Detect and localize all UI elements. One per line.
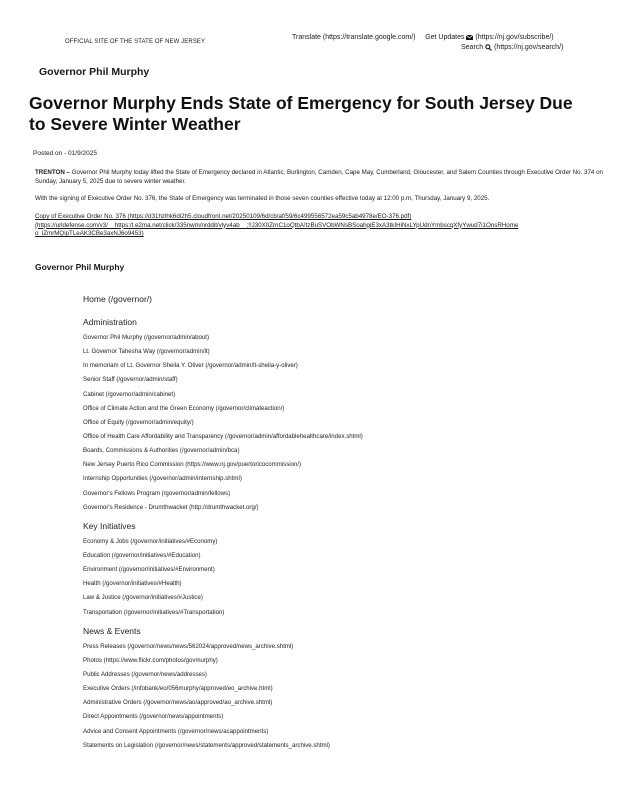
nav-item[interactable]: In memoriam of Lt. Governor Sheila Y. Oliver (/governor/admin/lt-sheila-y-oliver)	[83, 362, 298, 370]
nav-group-heading: News & Events	[83, 625, 141, 636]
nav-item[interactable]: Direct Appointments (/governor/news/appointments)	[83, 713, 224, 721]
nav-item[interactable]: Internship Opportunities (/governor/admin/internship.shtml)	[83, 475, 242, 483]
utility-links	[292, 33, 563, 53]
nav-home-link[interactable]: Home (/governor/)	[83, 294, 152, 304]
nav-item[interactable]: Cabinet (/governor/admin/cabinet)	[83, 390, 176, 398]
search-url: (https://nj.gov/search/)	[494, 44, 564, 51]
nav-item[interactable]: Advice and Consent Appointments (/governor/news/acappointments)	[83, 727, 269, 735]
nav-item[interactable]: Senior Staff (/governor/admin/staff)	[83, 376, 178, 384]
nav-item[interactable]: Office of Climate Action and the Green Economy (/governor/climateaction/)	[83, 404, 285, 412]
footer-section-title: Governor Phil Murphy	[35, 262, 125, 272]
official-site-label: OFFICIAL SITE OF THE STATE OF NEW JERSEY	[65, 39, 206, 45]
nav-item[interactable]: Statements on Legislation (/governor/news/statements/approved/statements_archive.shtml)	[83, 741, 330, 749]
nav-item[interactable]: Office of Equity (/governor/admin/equity/)	[83, 418, 194, 426]
nav-item[interactable]: Public Addresses (/governor/news/addresses)	[83, 670, 207, 678]
nav-item[interactable]: Lt. Governor Tahesha Way (/governor/admin/lt)	[83, 348, 210, 356]
nav-group-key-initiatives	[83, 521, 603, 622]
nav-item[interactable]: Governor Phil Murphy (/governor/admin/about)	[83, 334, 209, 341]
footer-nav	[83, 293, 603, 755]
dateline: TRENTON –	[35, 169, 70, 176]
nav-item[interactable]: Environment (/governor/initiatives/#Environment)	[83, 566, 215, 574]
nav-group-news-events	[83, 626, 603, 755]
nav-item[interactable]: New Jersey Puerto Rico Commission (https://www.nj.gov/puertoricocommission/)	[83, 461, 302, 469]
nav-item[interactable]: Office of Health Care Affordability and Transparency (/governor/admin/affordablehealthcare/index.shtml)	[83, 432, 363, 440]
nav-item[interactable]: Economy & Jobs (/governor/initiatives/#Economy)	[83, 537, 218, 545]
search-link[interactable]	[461, 44, 563, 51]
get-updates-link[interactable]	[425, 34, 553, 41]
get-updates-label: Get Updates	[425, 34, 465, 41]
nav-item[interactable]: Health (/governor/initiatives/#Health)	[83, 580, 182, 588]
posted-date: Posted on - 01/9/2025	[33, 150, 97, 157]
page-title: Governor Murphy Ends State of Emergency for South Jersey Due to Severe Winter Weather	[29, 93, 573, 134]
nav-item[interactable]: Executive Orders (/infobank/eo/056murphy/approved/eo_archive.html)	[83, 685, 273, 693]
nav-item[interactable]: Education (/governor/initiatives/#Education)	[83, 551, 201, 559]
nav-item[interactable]: Photos (https://www.flickr.com/photos/govmurphy)	[83, 656, 218, 664]
search-label: Search	[461, 44, 484, 51]
nav-item[interactable]: Boards, Commissions & Authorities (/governor/admin/bca)	[83, 447, 240, 455]
nav-group-administration	[83, 317, 603, 517]
urldefense-link[interactable]: (https://urldefense.com/v3/__https:/t.e2ma.net/click/335nwm/nrddit/vlyv4ab__;!!J30X0ZrnC1oQtbA!tzBuSVObWNsBSoahgiE3xA3tkIHiNxLYpUdnYmbscqXfyYwud7i1OnsRHome	[35, 221, 519, 229]
urldefense-link-cont[interactable]: o_lZmrMQipTLeAK3CBe3axNJ6o9453)	[35, 230, 144, 238]
nav-group-heading: Administration	[83, 317, 137, 327]
get-updates-url: (https://nj.gov/subscribe/)	[475, 34, 554, 41]
article-paragraph-1-text: Governor Phil Murphy today lifted the State of Emergency declared in Atlantic, Burlington, Camden, Cape May, Cumberland, Gloucester, and Salem Counties through Executive Order No. 374 on Sunday, January 5, 2025 due to severe winter weather.	[35, 169, 603, 185]
nav-item[interactable]: Governor's Fellows Program (/governor/admin/fellows)	[83, 489, 231, 497]
nav-item[interactable]: Administrative Orders (/governor/news/ao/approved/ao_archive.shtml)	[83, 699, 273, 707]
nav-item[interactable]: Press Releases (/governor/news/news/562024/approved/news_archive.shtml)	[83, 642, 294, 650]
envelope-icon	[466, 35, 473, 40]
governor-brand-link[interactable]: Governor Phil Murphy	[39, 66, 150, 78]
nav-item[interactable]: Law & Justice (/governor/initiatives/#Justice)	[83, 594, 203, 602]
article-paragraph-1	[35, 169, 615, 186]
translate-link[interactable]: Translate (https://translate.google.com/)	[292, 34, 416, 41]
nav-item[interactable]: Transportation (/governor/initiatives/#Transportation)	[83, 608, 225, 616]
nav-item[interactable]: Governor's Residence - Drumthwacket (http://drumthwacket.org/)	[83, 503, 259, 511]
search-icon	[485, 44, 492, 51]
executive-order-link[interactable]: Copy of Executive Order No. 376 (https://d31hzlhk6di2h5.cloudfront.net/20250109/6d/cb/af/59/6c499556572ea59c5ab4978e/EO-376.pdf)	[35, 213, 412, 220]
executive-order-link-block	[35, 213, 618, 239]
article-paragraph-2: With the signing of Executive Order No. 376, the State of Emergency was terminated in those seven counties effective today at 12:00 p.m, Thursday, January 9, 2025.	[35, 195, 490, 202]
nav-group-heading: Key Initiatives	[83, 520, 136, 531]
